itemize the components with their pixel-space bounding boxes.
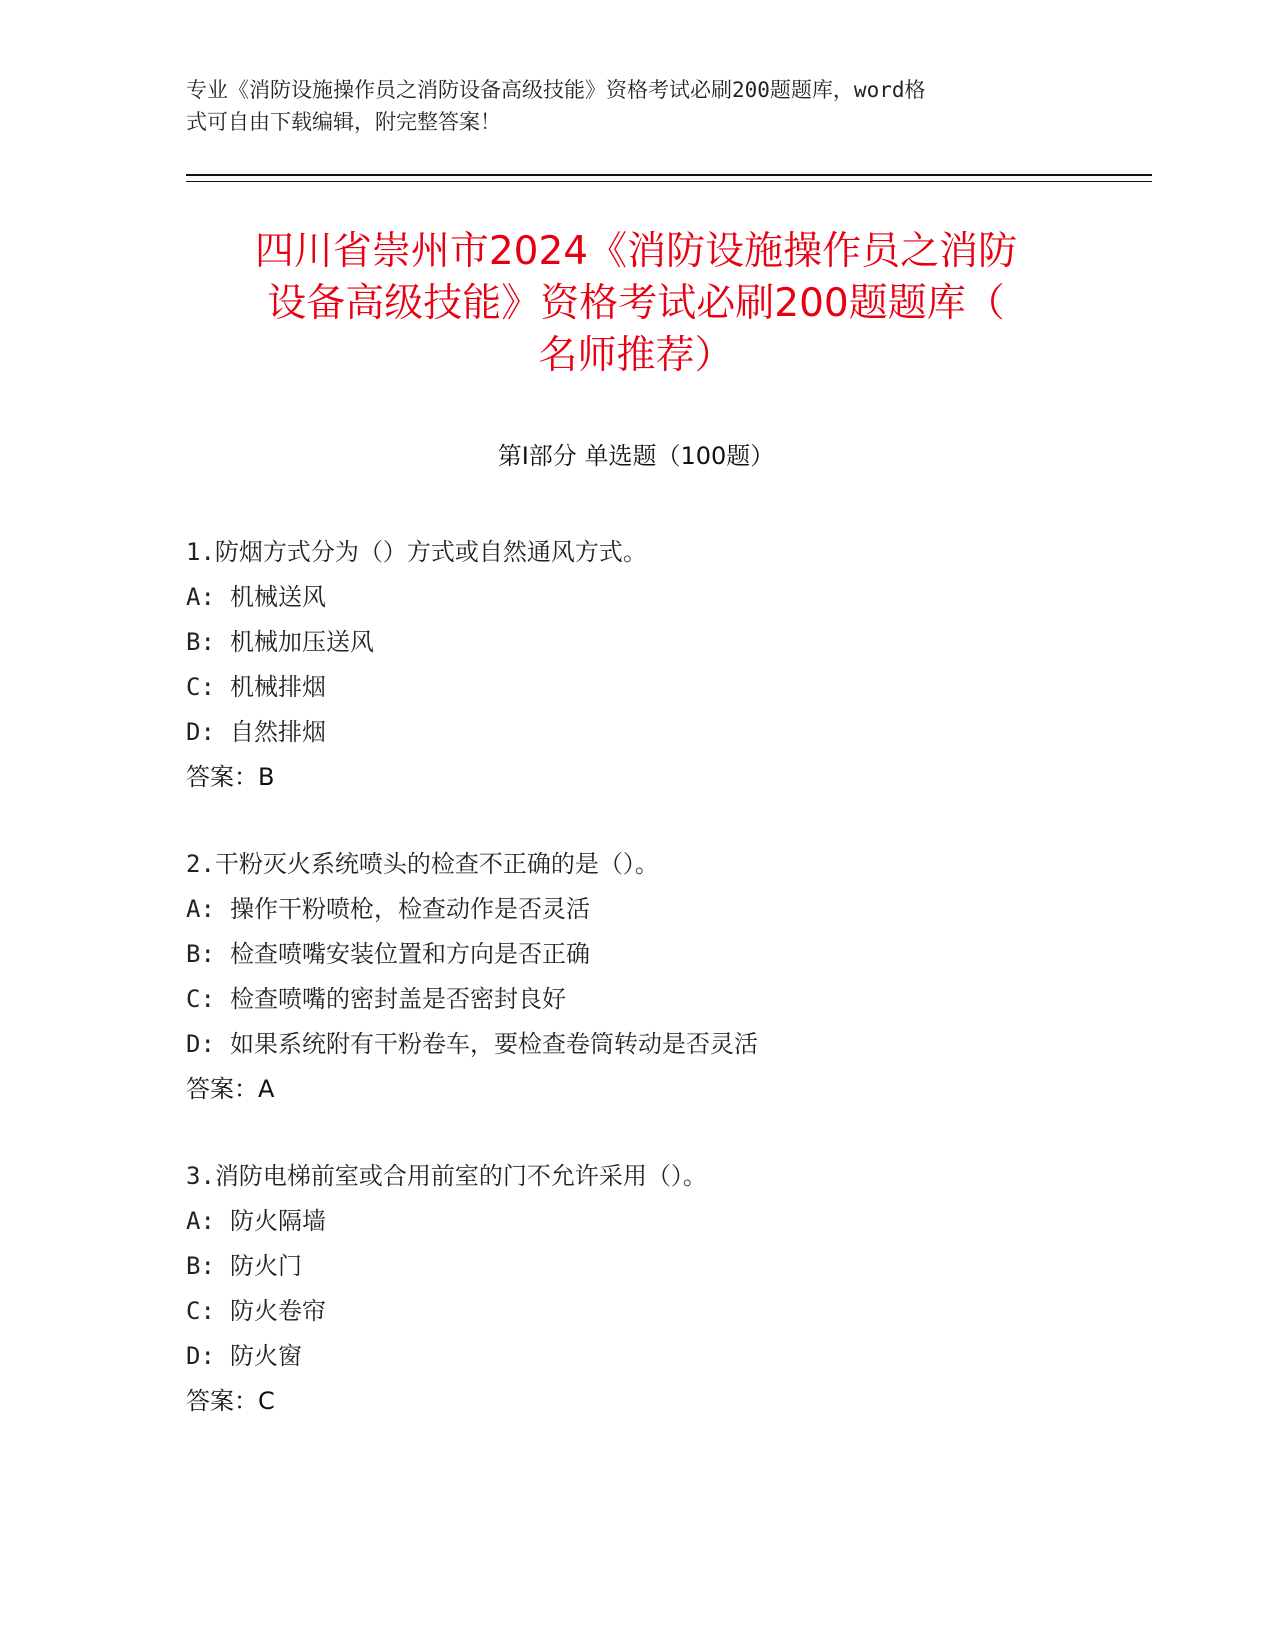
- option-text: 检查喷嘴的密封盖是否密封良好: [230, 985, 566, 1013]
- header-note-line1: 专业《消防设施操作员之消防设备高级技能》资格考试必刷200题题库，word格: [186, 78, 926, 102]
- option-text: 机械排烟: [230, 673, 326, 701]
- header-divider-thick: [186, 174, 1152, 176]
- header-note-line2: 式可自由下载编辑，附完整答案！: [186, 110, 501, 134]
- question-stem: 2.干粉灭火系统喷头的检查不正确的是（）。: [186, 850, 659, 878]
- option-letter: C:: [186, 1297, 215, 1325]
- option-b: [186, 1244, 1146, 1289]
- option-text: 防火隔墙: [230, 1207, 326, 1235]
- option-a: [186, 575, 1146, 620]
- header-note: [186, 74, 1086, 138]
- option-text: 防火窗: [230, 1342, 302, 1370]
- answer-line: 答案：B: [186, 763, 275, 791]
- option-letter: D:: [186, 1342, 215, 1370]
- document-title-line2: 设备高级技能》资格考试必刷200题题库（: [267, 281, 1005, 326]
- option-letter: C:: [186, 673, 215, 701]
- question-stem: 1.防烟方式分为（）方式或自然通风方式。: [186, 538, 647, 566]
- question-list: [186, 530, 1146, 1466]
- question-2: [186, 842, 1146, 1112]
- option-text: 操作干粉喷枪，检查动作是否灵活: [230, 895, 590, 923]
- option-letter: B:: [186, 1252, 215, 1280]
- question-1: [186, 530, 1146, 800]
- header-divider-thin: [186, 181, 1152, 182]
- answer-line: 答案：A: [186, 1075, 275, 1103]
- option-text: 如果系统附有干粉卷车，要检查卷筒转动是否灵活: [230, 1030, 758, 1058]
- option-d: [186, 710, 1146, 755]
- question-stem: 3.消防电梯前室或合用前室的门不允许采用（）。: [186, 1162, 707, 1190]
- option-text: 防火门: [230, 1252, 302, 1280]
- option-b: [186, 620, 1146, 665]
- answer-line: 答案：C: [186, 1387, 275, 1415]
- document-title-line1: 四川省崇州市2024《消防设施操作员之消防: [254, 229, 1018, 274]
- option-d: [186, 1022, 1146, 1067]
- option-text: 机械送风: [230, 583, 326, 611]
- option-text: 机械加压送风: [230, 628, 374, 656]
- option-text: 检查喷嘴安装位置和方向是否正确: [230, 940, 590, 968]
- document-title-line3: 名师推荐）: [538, 333, 734, 378]
- option-letter: A:: [186, 895, 215, 923]
- document-title: [186, 226, 1086, 382]
- option-a: [186, 1199, 1146, 1244]
- question-3: [186, 1154, 1146, 1424]
- option-b: [186, 932, 1146, 977]
- option-text: 自然排烟: [230, 718, 326, 746]
- option-letter: D:: [186, 1030, 215, 1058]
- option-c: [186, 665, 1146, 710]
- section-heading: 第Ⅰ部分 单选题（100题）: [497, 442, 775, 470]
- option-letter: A:: [186, 583, 215, 611]
- option-letter: D:: [186, 718, 215, 746]
- option-c: [186, 977, 1146, 1022]
- option-a: [186, 887, 1146, 932]
- option-text: 防火卷帘: [230, 1297, 326, 1325]
- option-letter: B:: [186, 940, 215, 968]
- option-c: [186, 1289, 1146, 1334]
- option-letter: A:: [186, 1207, 215, 1235]
- option-d: [186, 1334, 1146, 1379]
- option-letter: C:: [186, 985, 215, 1013]
- option-letter: B:: [186, 628, 215, 656]
